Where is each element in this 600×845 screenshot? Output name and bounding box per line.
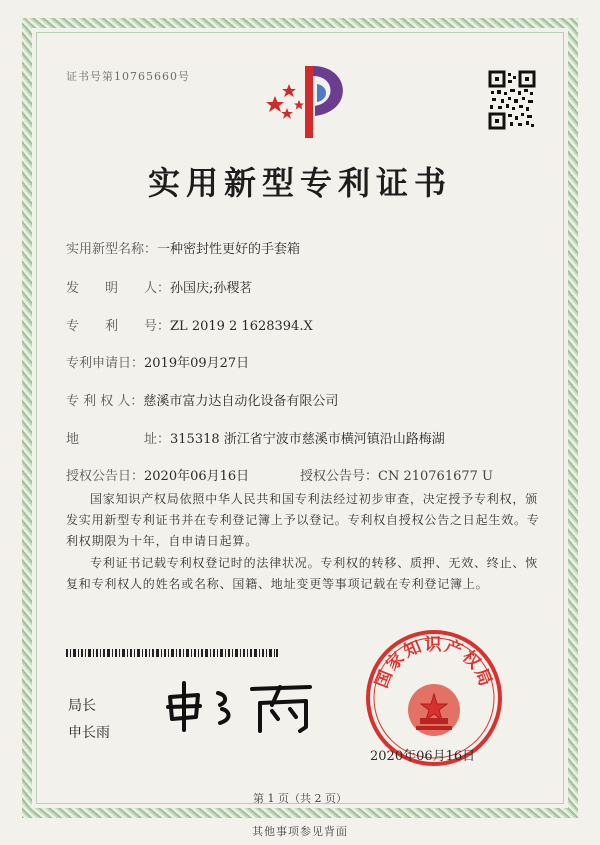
grant-announcement-date-label: 授权公告日：: [66, 469, 145, 484]
legal-status-paragraph: 专利证书记载专利权登记时的法律状况。专利权的转移、质押、无效、终止、恢复和专利权人的姓名或名称、国籍、地址变更等事项记载在专利登记簿上。: [66, 556, 539, 591]
page-number: 第 1 页（共 2 页）: [253, 792, 347, 805]
grant-announcement-number-row: [300, 465, 493, 484]
address-label: 地 址：: [66, 432, 171, 447]
grant-announcement-number-label: 授权公告号：: [300, 469, 379, 484]
director-name: 申长雨: [68, 725, 110, 741]
application-date-row: [66, 352, 249, 371]
patentee-row: [66, 390, 338, 409]
address-row: [66, 428, 445, 447]
footer-note: 其他事项参见背面: [252, 825, 348, 838]
grant-announcement-date-row: [66, 465, 249, 484]
application-date-value: 2019年09月27日: [144, 356, 250, 371]
svg-text:国家知识产权局: 国家知识产权局: [371, 635, 497, 691]
patentee-label: 专 利 权 人：: [66, 394, 144, 409]
utility-model-name-label: 实用新型名称：: [66, 242, 158, 257]
inventors-label: 发 明 人：: [66, 281, 171, 296]
patent-number-row: [66, 315, 313, 334]
seal-date: 2020年06月16日: [370, 749, 476, 764]
patent-number-value: ZL 2019 2 1628394.X: [170, 319, 313, 334]
address-value: 315318 浙江省宁波市慈溪市横河镇沿山路梅湖: [170, 432, 445, 447]
grant-announcement-date-value: 2020年06月16日: [144, 469, 250, 484]
patent-number-label: 专 利 号：: [66, 319, 171, 334]
patentee-value: 慈溪市富力达自动化设备有限公司: [143, 394, 339, 409]
grant-statement-paragraph: 国家知识产权局依照中华人民共和国专利法经过初步审查，决定授予专利权，颁发实用新型专利证书并在专利登记簿上予以登记。专利权自授权公告之日起生效。专利权期限为十年，自申请日起算。: [66, 492, 540, 548]
application-date-label: 专利申请日：: [66, 356, 145, 371]
barcode-icon: [66, 649, 278, 657]
grant-announcement-number-value: CN 210761677 U: [378, 469, 493, 484]
certificate-number: 证书号第10765660号: [66, 70, 190, 83]
utility-model-name-row: [66, 238, 300, 257]
qr-code-icon: [488, 70, 536, 130]
certificate-title: 实用新型专利证书: [147, 164, 452, 202]
director-signature: [160, 675, 320, 735]
inventors-row: [66, 277, 252, 296]
inventors-value: 孙国庆;孙稷茗: [170, 281, 253, 296]
director-title: 局长: [68, 698, 96, 714]
utility-model-name-value: 一种密封性更好的手套箱: [157, 242, 301, 257]
cnipa-logo-icon: [255, 56, 365, 144]
